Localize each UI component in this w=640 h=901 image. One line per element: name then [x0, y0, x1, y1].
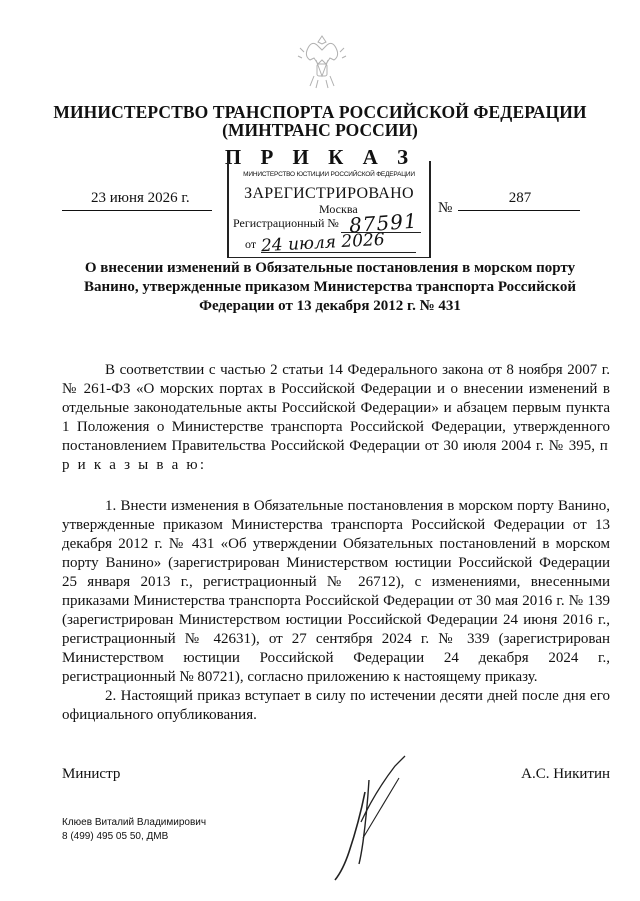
signatory-name: А.С. Никитин: [521, 766, 610, 782]
stamp-city: Москва: [319, 202, 358, 216]
contact-name: Клюев Виталий Владимирович: [62, 817, 207, 828]
registration-stamp: [227, 161, 431, 258]
ministry-short-name: (МИНТРАНС РОССИИ): [222, 120, 418, 140]
contact-block: [62, 816, 206, 844]
order-number-label: №: [438, 200, 453, 216]
item-2-paragraph: 2. Настоящий приказ вступает в силу по истечении десяти дней после дня его официального опубликования.: [62, 688, 610, 723]
ministry-name: МИНИСТЕРСТВО ТРАНСПОРТА РОССИЙСКОЙ ФЕДЕРАЦИИ: [53, 102, 587, 122]
stamp-ministry: МИНИСТЕРСТВО ЮСТИЦИИ РОССИЙСКОЙ ФЕДЕРАЦИИ: [243, 171, 415, 178]
signatory-title: Министр: [62, 766, 121, 782]
stamp-handwritten-date: 24 июля 2026: [260, 229, 386, 257]
order-date: 23 июня 2026 г.: [91, 190, 190, 206]
handwritten-signature: [325, 752, 415, 882]
preamble-paragraph: [62, 361, 610, 475]
document-type: П Р И К А З: [224, 145, 416, 169]
stamp-date-label: от: [245, 237, 257, 251]
order-number: 287: [508, 190, 532, 206]
coat-of-arms-emblem: [296, 30, 348, 92]
order-word: п р и к а з ы в а ю:: [62, 438, 610, 473]
stamp-status: ЗАРЕГИСТРИРОВАНО: [244, 185, 414, 202]
date-underline: [62, 210, 212, 211]
contact-phone: 8 (499) 495 05 50, ДМВ: [62, 831, 169, 842]
order-subject: О внесении изменений в Обязательные постановления в морском порту Ванино, утвержденные приказом Министерства транспорта Российской Федерации от 13 декабря 2012 г. № 431: [84, 260, 576, 314]
stamp-registration-label: Регистрационный №: [233, 216, 339, 230]
stamp-registration-number: 87591: [348, 208, 419, 238]
item-1-paragraph: 1. Внести изменения в Обязательные постановления в морском порту Ванино, утвержденные приказом Министерства транспорта Российской Федерации от 13 декабря 2012 г. № 431 «Об утверждении Обязательных постановлений в морском порту Ванино» (зарегистрирован Министерством юстиции Российской Федерации 25 января 2013 г., регистрационный № 26712), с изменениями, внесенными приказами Министерства транспорта Российской Федерации от 30 мая 2016 г. № 139 (зарегистрирован Министерством юстиции Российской Федерации 24 июня 2016 г., регистрационный № 42631), от 27 сентября 2024 г. № 339 (зарегистрирован Министерством юстиции Российской Федерации 24 декабря 2024 г., регистрационный № 80721), согласно приложению к настоящему приказу.: [62, 498, 610, 685]
number-underline: [458, 210, 580, 211]
preamble-text: В соответствии с частью 2 статьи 14 Федерального закона от 8 ноября 2007 г. № 261-ФЗ «О морских портах в Российской Федерации и о внесении изменений в отдельные законодательные акты Российской Федерации» и абзацем первым пункта 1 Положения о Министерстве транспорта Российской Федерации, утвержденного постановлением Правительства Российской Федерации от 30 июля 2004 г. № 395,: [62, 362, 610, 454]
